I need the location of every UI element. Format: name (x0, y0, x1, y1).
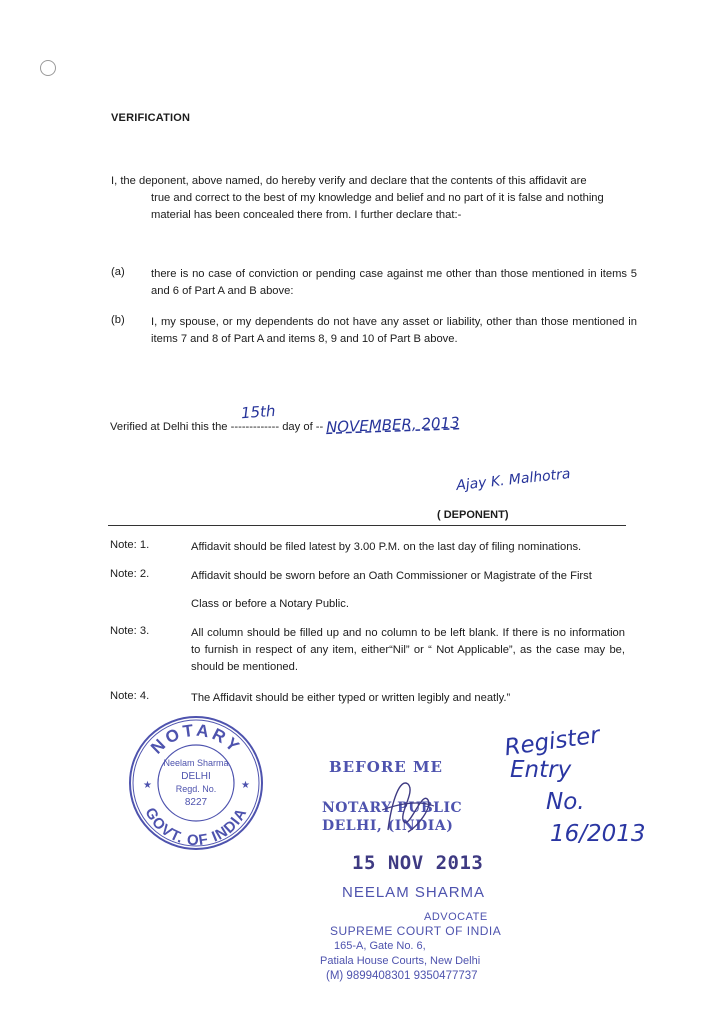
seal-star-left: ★ (143, 780, 152, 791)
item-b-text: I, my spouse, or my dependents do not have any asset or liability, other than those mentioned in items 7 and 8 of Part A and items 8, 9 and 10 of Part B above. (151, 316, 637, 345)
seal-number: 8227 (184, 797, 208, 808)
date-stamp: 15 NOV 2013 (352, 852, 484, 874)
note-3-text: All column should be filled up and no column to be left blank. If there is no information to furnish in respect of any item, either“Nil” or “ Not Applicable”, as the case may be, should be mentioned. (191, 627, 625, 673)
seal-star-right: ★ (241, 780, 250, 791)
note-4-text: The Affidavit should be either typed or written legibly and neatly.” (191, 692, 511, 704)
page-title: VERIFICATION (111, 112, 191, 124)
stamp-phone: (M) 9899408301 9350477737 (326, 970, 478, 982)
note-1-label: Note: 1. (110, 539, 150, 551)
verified-day-of: day of (282, 421, 313, 433)
svg-text:GOVT. OF INDIA (141, 805, 250, 849)
declaration-line-3: material has been concealed there from. I further declare that:- (151, 209, 462, 221)
verified-prefix: Verified at Delhi this the (110, 421, 228, 433)
stamp-advocate-name: NEELAM SHARMA (342, 884, 486, 901)
note-3-label: Note: 3. (110, 625, 150, 637)
stamp-address: 165-A, Gate No. 6, (334, 940, 426, 952)
verified-month-blank: -- (315, 421, 324, 433)
stamp-delhi-india: DELHI, (INDIA) (322, 818, 454, 834)
stamp-court: SUPREME COURT OF INDIA (330, 924, 502, 938)
stamp-location: Patiala House Courts, New Delhi (320, 955, 481, 967)
deponent-label: ( DEPONENT) (437, 509, 509, 521)
declaration-line-1: I, the deponent, above named, do hereby verify and declare that the contents of this affidavit are (111, 175, 587, 187)
declaration-line-2: true and correct to the best of my knowledge and belief and no part of it is false and nothing (151, 192, 604, 204)
item-b-label: (b) (111, 314, 125, 326)
declaration-paragraph (111, 173, 631, 224)
register-line-4: 16/2013 (550, 821, 646, 847)
divider-line (108, 525, 626, 526)
punch-hole (40, 60, 56, 76)
handwritten-day: 15th (240, 401, 276, 423)
deponent-signature: Ajay K. Malhotra (455, 466, 572, 494)
seal-bottom-text: GOVT. OF INDIA (141, 804, 251, 850)
seal-name: Neelam Sharma (163, 758, 229, 768)
register-line-3: No. (546, 789, 585, 815)
verified-day-blank: ------------- (230, 421, 280, 433)
note-2-text: Affidavit should be sworn before an Oath Commissioner or Magistrate of the First (191, 570, 592, 582)
note-4-label: Note: 4. (110, 690, 150, 702)
stamp-advocate-title: ADVOCATE (424, 911, 488, 923)
seal-city: DELHI (181, 771, 211, 782)
notary-seal (127, 714, 265, 852)
stamp-notary-public: NOTARY PUBLIC (322, 800, 463, 816)
item-a-text: there is no case of conviction or pending case against me other than those mentioned in items 5 and 6 of Part A and B above: (151, 268, 637, 297)
note-2-label: Note: 2. (110, 568, 150, 580)
seal-regd: Regd. No. (175, 784, 217, 794)
note-2-text-continued: Class or before a Notary Public. (191, 598, 349, 610)
handwritten-month-year: NOVEMBER, 2013 (326, 413, 461, 437)
register-line-1: Register (502, 722, 602, 762)
seal-top-text: NOTARY (147, 720, 245, 758)
notary-signature-scribble (378, 770, 438, 840)
stamp-before-me: BEFORE ME (329, 758, 443, 776)
handwritten-register-entry (504, 722, 654, 850)
verified-line (110, 401, 461, 437)
register-line-2: Entry (510, 757, 572, 783)
item-a-label: (a) (111, 266, 125, 278)
note-1-text: Affidavit should be filed latest by 3.00 P.M. on the last day of filing nominations. (191, 541, 582, 553)
